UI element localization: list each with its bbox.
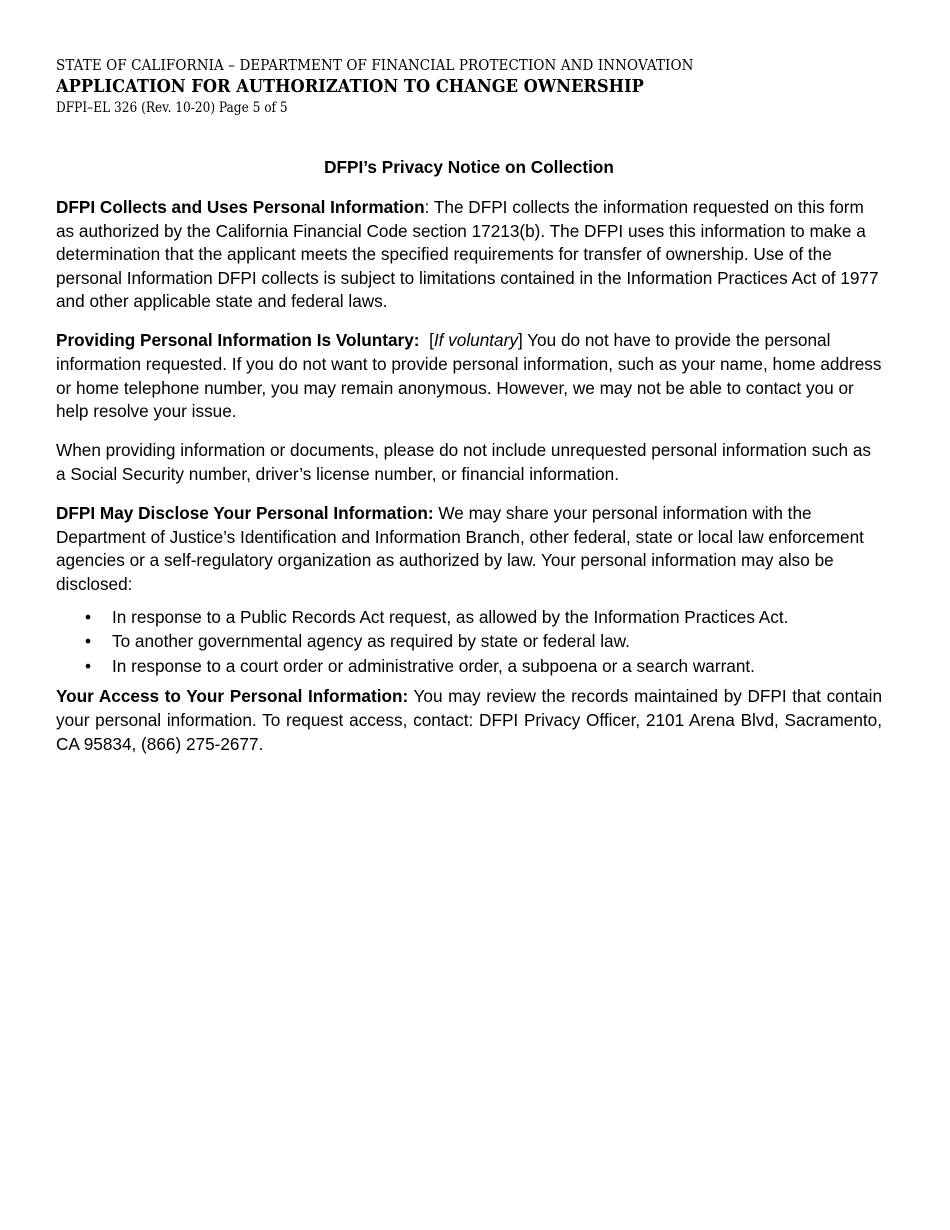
list-item-text: To another governmental agency as required by state or federal law. <box>112 631 630 652</box>
access-paragraph <box>56 685 882 756</box>
bullet-icon: • <box>85 606 92 627</box>
form-number: DFPI–EL 326 (Rev. 10-20) Page 5 of 5 <box>56 100 288 116</box>
collects-text: : The DFPI collects the information requested on this form as authorized by the California Financial Code section 17213(b). The DFPI uses this information to make a determination that the applicant meets the specified requirements for transfer of ownership. Use of the personal Information DFPI collects is subject to limitations contained in the Information Practices Act of 1977 and other applicable state and federal laws. <box>56 197 879 312</box>
form-title: APPLICATION FOR AUTHORIZATION TO CHANGE OWNERSHIP <box>56 77 644 97</box>
disclose-heading: DFPI May Disclose Your Personal Information: <box>56 503 434 524</box>
collects-heading: DFPI Collects and Uses Personal Information <box>56 197 425 217</box>
privacy-notice <box>56 155 882 772</box>
form-header <box>56 56 741 117</box>
agency-name: STATE OF CALIFORNIA – DEPARTMENT OF FINANCIAL PROTECTION AND INNOVATION <box>56 58 694 74</box>
bullet-icon: • <box>85 631 92 652</box>
voluntary-bracket-open: [ <box>419 330 434 351</box>
voluntary-text: ] You do not have to provide the personal information requested. If you do not want to provide personal information, such as your name, home address or home telephone number, you may remain anonymous. However, we may not be able to contact you or help resolve your issue. <box>56 330 882 422</box>
collects-paragraph <box>56 196 882 314</box>
unrequested-paragraph: When providing information or documents, please do not include unrequested personal information such as a Social Security number, driver’s license number, or financial information. <box>56 440 871 484</box>
disclose-paragraph <box>56 502 882 596</box>
disclose-text: We may share your personal information with the Department of Justice’s Identification and Information Branch, other federal, state or local law enforcement agencies or a self-regulatory organization as authorized by law. Your personal information may also be disclosed: <box>56 503 864 594</box>
access-heading: Your Access to Your Personal Information: <box>56 686 409 707</box>
list-item <box>56 654 882 679</box>
list-item <box>56 605 882 630</box>
list-item <box>56 629 882 654</box>
voluntary-paragraph <box>56 329 882 423</box>
voluntary-heading: Providing Personal Information Is Voluntary: <box>56 330 420 351</box>
list-item-text: In response to a Public Records Act request, as allowed by the Information Practices Act. <box>112 606 789 627</box>
voluntary-italic: If voluntary <box>433 330 518 351</box>
notice-title: DFPI’s Privacy Notice on Collection <box>324 157 614 177</box>
list-item-text: In response to a court order or administrative order, a subpoena or a search warrant. <box>112 655 755 676</box>
bullet-icon: • <box>85 655 92 676</box>
access-text: You may review the records maintained by DFPI that contain your personal information. To request access, contact: DFPI Privacy Officer, 2101 Arena Blvd, Sacramento, CA 95834, (866) 275-2677. <box>56 686 883 754</box>
disclosure-list <box>56 605 882 679</box>
